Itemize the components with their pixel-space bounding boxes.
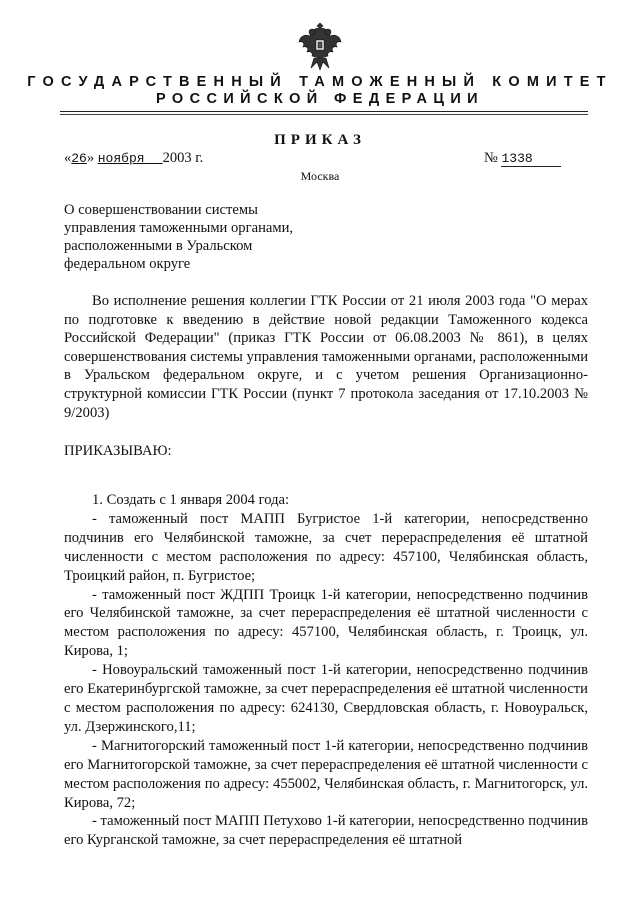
date-month: ноября bbox=[97, 151, 145, 166]
organization-name-line1: ГОСУДАРСТВЕННЫЙ ТАМОЖЕННЫЙ КОМИТЕТ bbox=[27, 74, 613, 90]
coat-of-arms-icon bbox=[297, 22, 343, 72]
header-divider-thin bbox=[60, 114, 588, 115]
document-subject: О совершенствовании системы управления таможенными органами, расположенными в Уральском федеральном округе bbox=[64, 202, 294, 272]
header-divider bbox=[60, 111, 588, 112]
subitem: - таможенный пост ЖДПП Троицк 1-й категории, непосредственно подчинив его Челябинской таможне, за счет перераспределения её штатной численности с местом расположения по адресу: 457100, Челябинская область, г. Троицк, ул. Кирова, 1; bbox=[64, 586, 588, 660]
subitem: - Магнитогорский таможенный пост 1-й категории, непосредственно подчинив его Магнитогорской таможне, за счет перераспределения её штатной численности с местом расположения по адресу: 455002, Челябинская область, г. Магнитогорск, ул. Кирова, 72; bbox=[64, 737, 588, 811]
number-label: № bbox=[484, 150, 498, 166]
document-date bbox=[64, 150, 203, 167]
date-year: 2003 г. bbox=[162, 150, 204, 166]
city: Москва bbox=[300, 169, 340, 183]
subitem: - таможенный пост МАПП Петухово 1-й категории, непосредственно подчинив его Курганской таможне, за счет перераспределения её штатной bbox=[64, 813, 588, 849]
subitem: - Новоуральский таможенный пост 1-й категории, непосредственно подчинив его Екатеринбургской таможне, за счет перераспределения её штатной численности с местом расположения по адресу: 624130, Свердловская область, г. Новоуральск, ул. Дзержинского,11; bbox=[64, 662, 588, 735]
date-quote-open: « bbox=[64, 150, 72, 166]
organization-name-line2: РОССИЙСКОЙ ФЕДЕРАЦИИ bbox=[156, 91, 484, 107]
item-1: 1. Создать с 1 января 2004 года: bbox=[92, 492, 290, 508]
subitem: - таможенный пост МАПП Бугристое 1-й категории, непосредственно подчинив его Челябинской таможне, за счет перераспределения её штатной численности с местом расположения по адресу: 457100, Челябинская область, Троицкий район, п. Бугристое; bbox=[64, 510, 588, 584]
order-body bbox=[64, 491, 588, 850]
document-title: ПРИКАЗ bbox=[274, 132, 366, 148]
preamble: Во исполнение решения коллегии ГТК России от 21 июля 2003 года "О мерах по подготовке к введению в действие новой редакции Таможенного кодекса Российской Федерации" (приказ ГТК России от 06.08.2003 № 861), в целях совершенствования системы управления таможенными органами, расположенными в Уральском федеральном округе, и с учетом решения Организационно-структурной комиссии ГТК России (пункт 7 протокола заседания от 17.10.2003 № 9/2003) bbox=[64, 293, 588, 421]
number-value: 1338 bbox=[501, 152, 561, 167]
date-quote-close: » bbox=[86, 150, 95, 166]
document-number bbox=[484, 150, 561, 167]
order-word: ПРИКАЗЫВАЮ: bbox=[64, 443, 172, 459]
date-day: 26 bbox=[71, 151, 87, 166]
